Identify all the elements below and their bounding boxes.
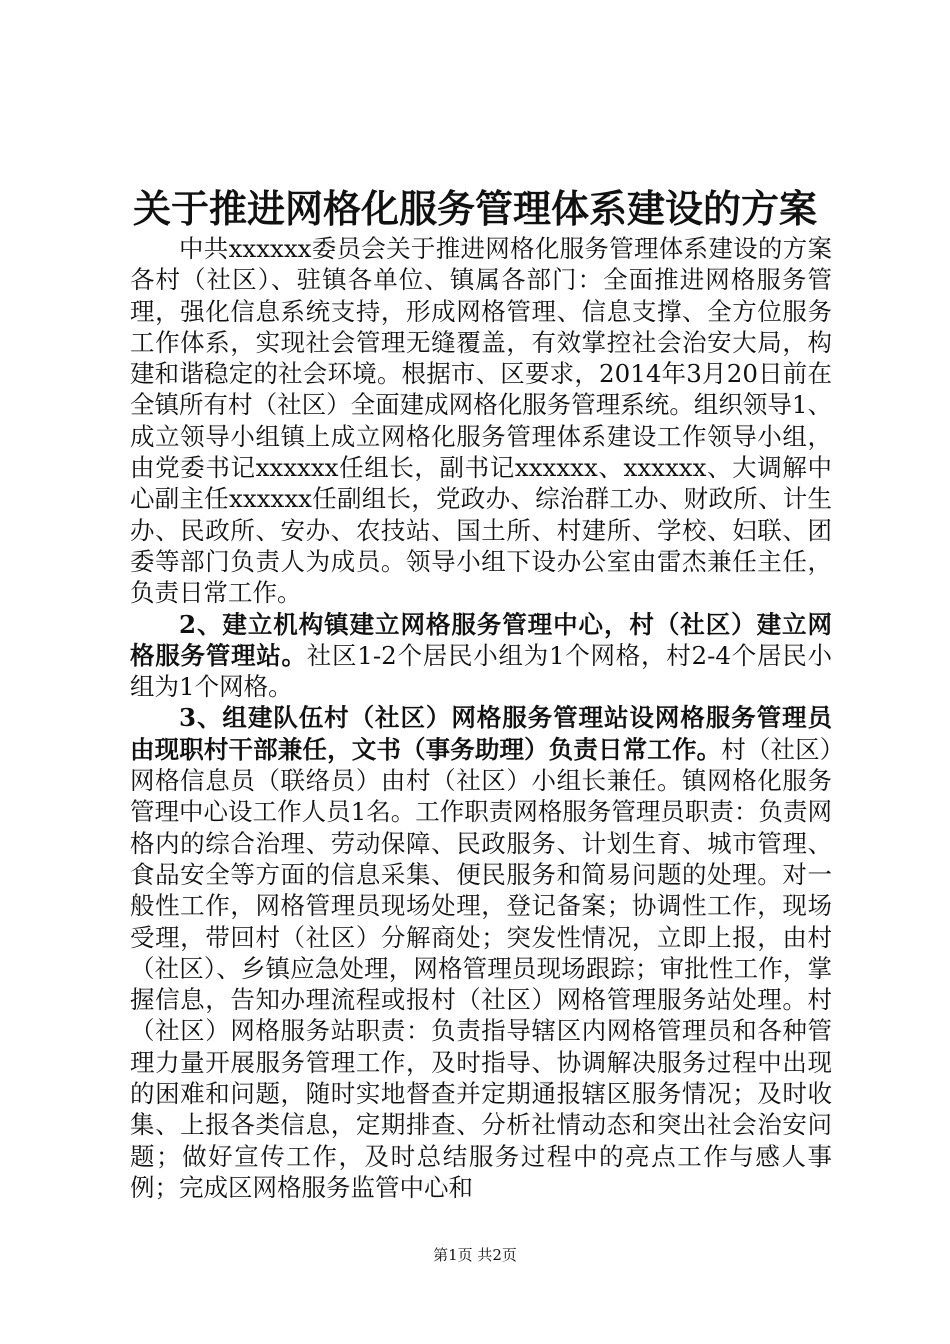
- document-title: 关于推进网格化服务管理体系建设的方案: [132, 186, 817, 231]
- paragraph-3-bold: 3、组建队伍村（社区）网格服务管理站设网格服务管理员由现职村干部兼任，文书（事务助理）负责日常工作。: [130, 703, 832, 764]
- paragraph-2: [130, 609, 832, 703]
- document-body: [130, 233, 832, 1203]
- page-footer: 第1页 共2页: [433, 1246, 517, 1264]
- paragraph-3: [130, 702, 832, 1203]
- paragraph-3-text: 村（社区）网格信息员（联络员）由村（社区）小组长兼任。镇网格化服务管理中心设工作人员1名。工作职责网格服务管理员职责：负责网格内的综合治理、劳动保障、民政服务、计划生育、城市管理、食品安全等方面的信息采集、便民服务和简易问题的处理。对一般性工作，网格管理员现场处理，登记备案；协调性工作，现场受理，带回村（社区）分解商处；突发性情况，立即上报，由村（社区）、乡镇应急处理，网格管理员现场跟踪；审批性工作，掌握信息，告知办理流程或报村（社区）网格管理服务站处理。村（社区）网格服务站职责：负责指导辖区内网格管理员和各种管理力量开展服务管理工作，及时指导、协调解决服务过程中出现的困难和问题，随时实地督查并定期通报辖区服务情况；及时收集、上报各类信息，定期排查、分析社情动态和突出社会治安问题；做好宣传工作，及时总结服务过程中的亮点工作与感人事例；完成区网格服务监管中心和: [130, 734, 833, 1202]
- paragraph-2-bold: 2、建立机构镇建立网格服务管理中心，村（社区）建立网格服务管理站。: [130, 609, 832, 670]
- paragraph-2-text: 社区1-2个居民小组为1个网格，村2-4个居民小组为1个网格。: [130, 640, 832, 702]
- paragraph-1-text: 中共xxxxxx委员会关于推进网格化服务管理体系建设的方案各村（社区）、驻镇各单位、镇属各部门：全面推进网格服务管理，强化信息系统支持，形成网格管理、信息支撑、全方位服务工作体系，实现社会管理无缝覆盖，有效掌控社会治安大局，构建和谐稳定的社会环境。根据市、区要求，2014年3月20日前在全镇所有村（社区）全面建成网格化服务管理系统。组织领导1、成立领导小组镇上成立网格化服务管理体系建设工作领导小组，由党委书记xxxxxx任组长，副书记xxxxxx、xxxxxx、大调解中心副主任xxxxxx任副组长，党政办、综治群工办、财政所、计生办、民政所、安办、农技站、国土所、村建所、学校、妇联、团委等部门负责人为成员。领导小组下设办公室由雷杰兼任主任，负责日常工作。: [130, 234, 832, 608]
- paragraph-1: [130, 233, 832, 609]
